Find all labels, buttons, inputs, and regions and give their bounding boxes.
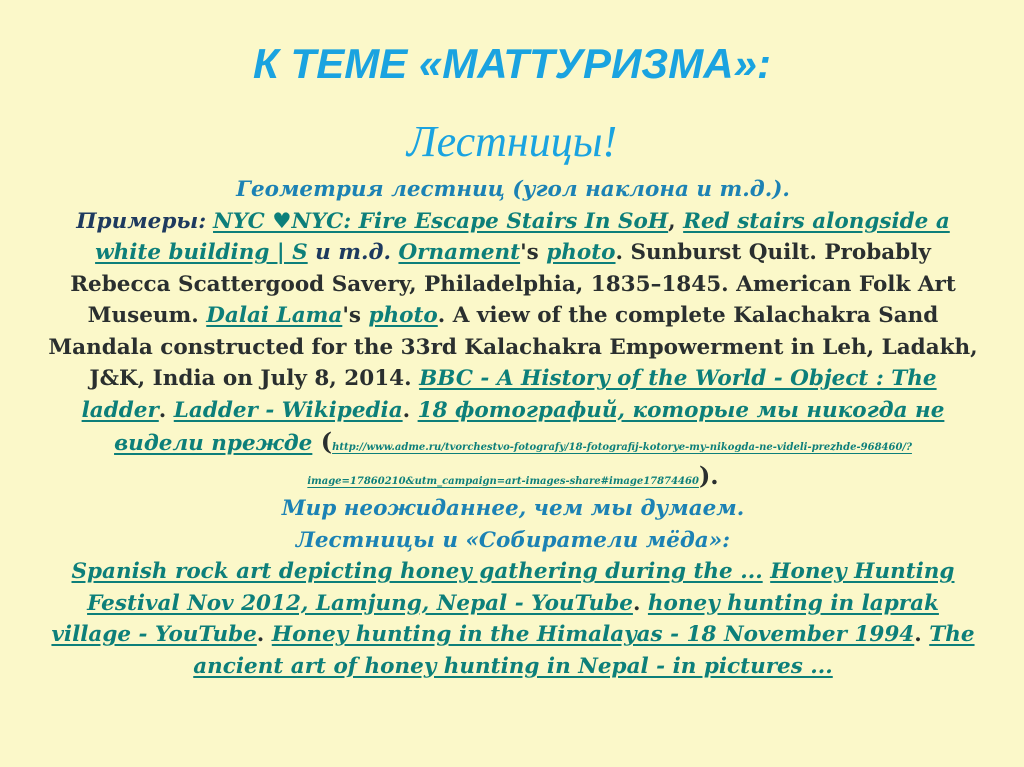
separator-dot-5: . [914,622,930,647]
paren-close: ). [698,460,719,490]
examples-label: Примеры: [76,208,207,234]
slide-title: К ТЕМЕ «МАТТУРИЗМА»: [253,40,771,87]
world-caption: Мир неожиданнее, чем мы думаем. [281,496,745,521]
link-ladder-wikipedia[interactable]: Ladder - Wikipedia [173,397,403,423]
link-dalai-lama[interactable]: Dalai Lama [206,303,343,328]
quilt-text: . Sunburst Quilt. Probably Rebecca Scattergood Savery, Philadelphia, 1835–1845. American Folk Art Museum. [70,240,956,328]
possessive-text-2: 's [342,303,369,328]
link-photo-dalai[interactable]: photo [368,303,438,328]
link-18-photos[interactable]: 18 фотографий, которые мы никогда не видели прежде [114,397,945,456]
honey-caption: Лестницы и «Собиратели мёда»: [295,527,731,553]
link-adme-url[interactable]: http://www.adme.ru/tvorchestvo-fotografy/18-fotografij-kotorye-my-nikogda-ne-videli-prezhde-968460/?image=17860210&utm_campaign=art-images-share#image17874460 [307,442,912,487]
separator-dot-4: . [256,622,272,647]
slide-body: Геометрия лестниц (угол наклона и т.д.). Примеры: NYC ♥NYC: Fire Escape Stairs In SoH, Red stairs alongside a white building | S и т.д. Ornament's photo. Sunburst Quilt. Probably Rebecca Scattergood Savery, Philadelphia, 1835–1845. American Folk Art Museum. Dalai Lama's photo. A view of the complete Kalachakra Sand Mandala constructed for the 33rd Kalachakra Empowerment in Leh, Ladakh, J&K, India on July 8, 2014. BBC - A History of the World - Object : The ladder. Ladder - Wikipedia. 18 фотографий, которые мы никогда не видели прежде (http://www.adme.ru/tvorchestvo-fotografy/18-fotografij-kotorye-my-nikogda-ne-videli-prezhde-968460/?image=17860210&utm_campaign=art-images-share#image17874460). Мир неожиданнее, чем мы думаем. Лестницы и «Собиратели мёда»: Spanish rock art depicting honey gathering during the ... Honey Hunting Festival Nov 2012, Lamjung, Nepal - YouTube. honey hunting in laprak village - YouTube. Honey hunting in the Himalayas - 18 November 1994. The ancient art of honey hunting in Nepal - in pictures ... [48,174,978,682]
mandala-text: . A view of the complete Kalachakra Sand Mandala constructed for the 33rd Kalachakra Empowerment in Leh, Ladakh, J&K, India on July 8, 2014. [48,303,978,391]
slide-title-subtitle: Лестницы! [406,117,618,166]
separator-dot: . [158,397,174,423]
link-ancient-art[interactable]: The ancient art of honey hunting in Nepal - in pictures ... [193,622,975,679]
separator-dot-3: . [632,590,648,616]
separator-dot-2: . [402,397,418,423]
link-red-stairs[interactable]: Red stairs alongside a white building | S [95,208,950,265]
link-photo-ornament[interactable]: photo [546,240,616,265]
link-laprak-village[interactable]: honey hunting in laprak village - YouTube [51,590,939,647]
etc-text: и т.д. [307,240,399,265]
link-ornament[interactable]: Ornament [398,240,521,265]
possessive-text: 's [520,240,547,265]
paren-open: ( [312,427,333,456]
link-nyc-fire-escape[interactable]: NYC ♥NYC: Fire Escape Stairs In SoH [213,208,669,234]
link-bbc-ladder[interactable]: BBC - A History of the World - Object : The ladder [81,366,937,423]
link-honey-festival[interactable]: Honey Hunting Festival Nov 2012, Lamjung, Nepal - YouTube [87,559,955,616]
link-himalayas[interactable]: Honey hunting in the Himalayas - 18 November 1994 [271,622,915,647]
link-spanish-rock-art[interactable]: Spanish rock art depicting honey gathering during the ... [71,559,763,584]
geometry-caption: Геометрия лестниц (угол наклона и т.д.). [236,177,790,202]
